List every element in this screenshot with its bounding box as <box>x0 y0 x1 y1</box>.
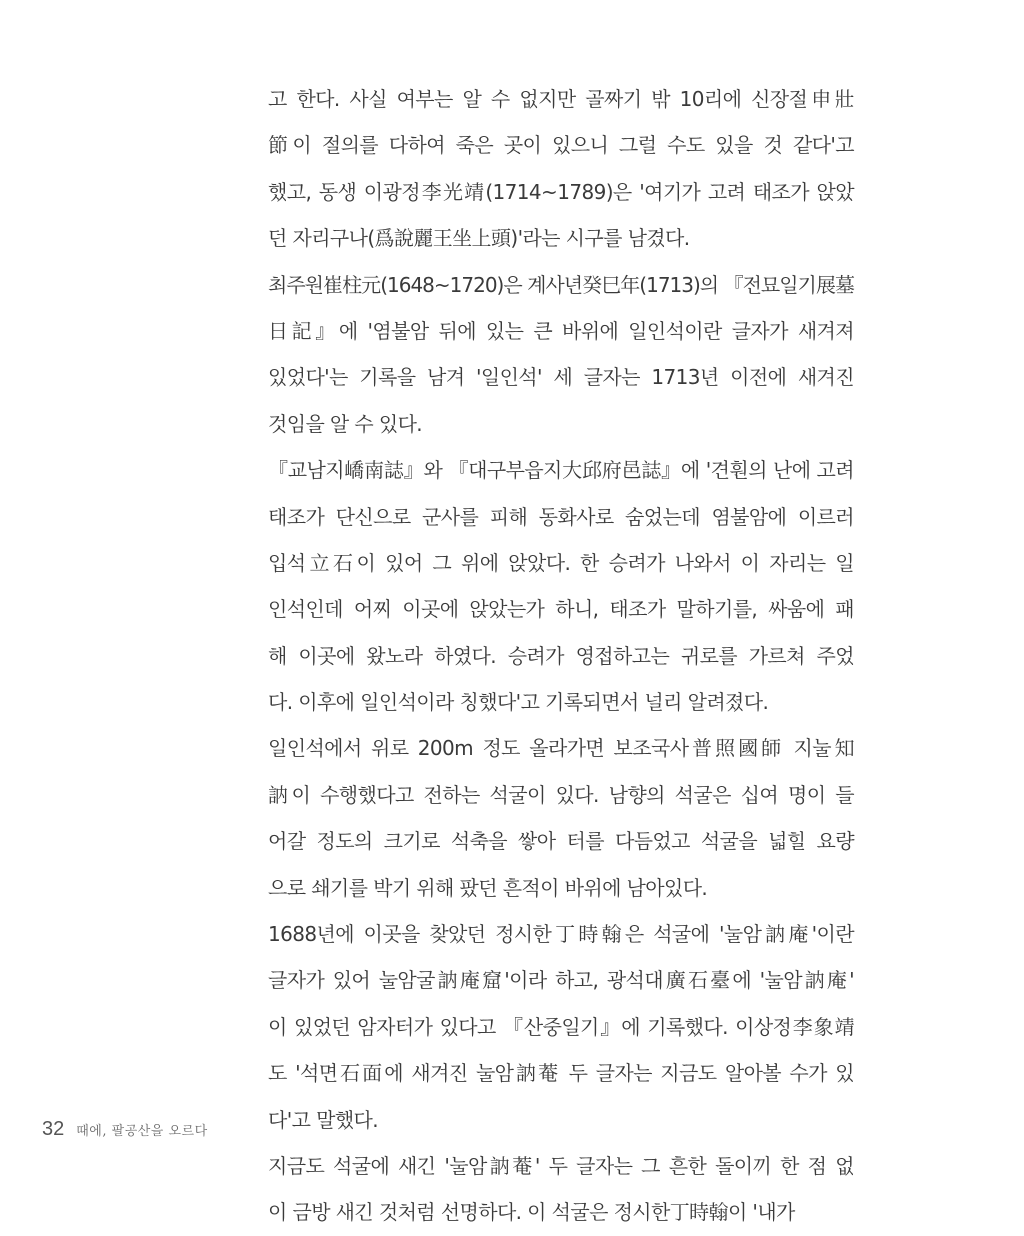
text-line: 다'고 말했다. <box>268 1107 379 1132</box>
text-line: 日記』에 '염불암 뒤에 있는 큰 바위에 일인석이란 글자가 새겨져 <box>268 318 854 343</box>
text-line: 최주원崔柱元(1648~1720)은 계사년癸巳年(1713)의 『전묘일기展墓 <box>268 272 854 297</box>
text-line: 고 한다. 사실 여부는 알 수 없지만 골짜기 밖 10리에 신장절申壯 <box>268 87 854 111</box>
text-line: 했고, 동생 이광정李光靖(1714~1789)은 '여기가 고려 태조가 앉았 <box>268 179 854 204</box>
paragraph <box>268 725 854 911</box>
text-line: 태조가 단신으로 군사를 피해 동화사로 숨었는데 염불암에 이르러 <box>268 504 854 529</box>
text-line: 던 자리구나(爲說麗王坐上頭)'라는 시구를 남겼다. <box>268 226 690 251</box>
paragraph <box>268 911 854 1143</box>
text-line: 節이 절의를 다하여 죽은 곳이 있으니 그럴 수도 있을 것 같다'고 <box>268 133 854 158</box>
text-line: 글자가 있어 눌암굴訥庵窟'이라 하고, 광석대廣石臺에 '눌암訥庵' <box>268 968 854 993</box>
text-line: 으로 쇄기를 박기 위해 팠던 흔적이 바위에 남아있다. <box>268 875 708 900</box>
text-line: 도 '석면石面에 새겨진 눌암訥菴 두 글자는 지금도 알아볼 수가 있 <box>268 1061 854 1086</box>
paragraph <box>268 447 854 725</box>
page-number: 32 <box>42 1118 65 1140</box>
text-line: 訥이 수행했다고 전하는 석굴이 있다. 남향의 석굴은 십여 명이 들 <box>268 782 854 807</box>
text-line: 있었다'는 기록을 남겨 '일인석' 세 글자는 1713년 이전에 새겨진 <box>268 365 854 390</box>
text-line: 1688년에 이곳을 찾았던 정시한丁時翰은 석굴에 '눌암訥庵'이란 <box>268 922 854 947</box>
paragraph <box>268 76 854 262</box>
text-line: 지금도 석굴에 새긴 '눌암訥菴' 두 글자는 그 흔한 돌이끼 한 점 없 <box>268 1153 854 1178</box>
running-title: 때에, 팔공산을 오르다 <box>76 1124 208 1139</box>
text-line: 일인석에서 위로 200m 정도 올라가면 보조국사普照國師 지눌知 <box>268 736 854 761</box>
text-line: 것임을 알 수 있다. <box>268 411 423 436</box>
text-line: 해 이곳에 왔노라 하였다. 승려가 영접하고는 귀로를 가르쳐 주었 <box>268 643 854 668</box>
text-line: 입석立石이 있어 그 위에 앉았다. 한 승려가 나와서 이 자리는 일 <box>268 550 854 575</box>
text-line: 다. 이후에 일인석이라 칭했다'고 기록되면서 널리 알려졌다. <box>268 690 769 715</box>
text-line: 이 있었던 암자터가 있다고 『산중일기』에 기록했다. 이상정李象靖 <box>268 1014 854 1039</box>
text-line: 어갈 정도의 크기로 석축을 쌓아 터를 다듬었고 석굴을 넓힐 요량 <box>268 829 854 854</box>
paragraph <box>268 1143 854 1236</box>
text-line: 『교남지嶠南誌』와 『대구부읍지大邱府邑誌』에 '견훤의 난에 고려 <box>268 458 854 483</box>
text-line: 이 금방 새긴 것처럼 선명하다. 이 석굴은 정시한丁時翰이 '내가 <box>268 1200 795 1225</box>
page-footer <box>42 1118 208 1148</box>
text-line: 인석인데 어찌 이곳에 앉았는가 하니, 태조가 말하기를, 싸움에 패 <box>268 597 854 622</box>
body-text <box>268 76 854 1236</box>
paragraph <box>268 262 854 448</box>
